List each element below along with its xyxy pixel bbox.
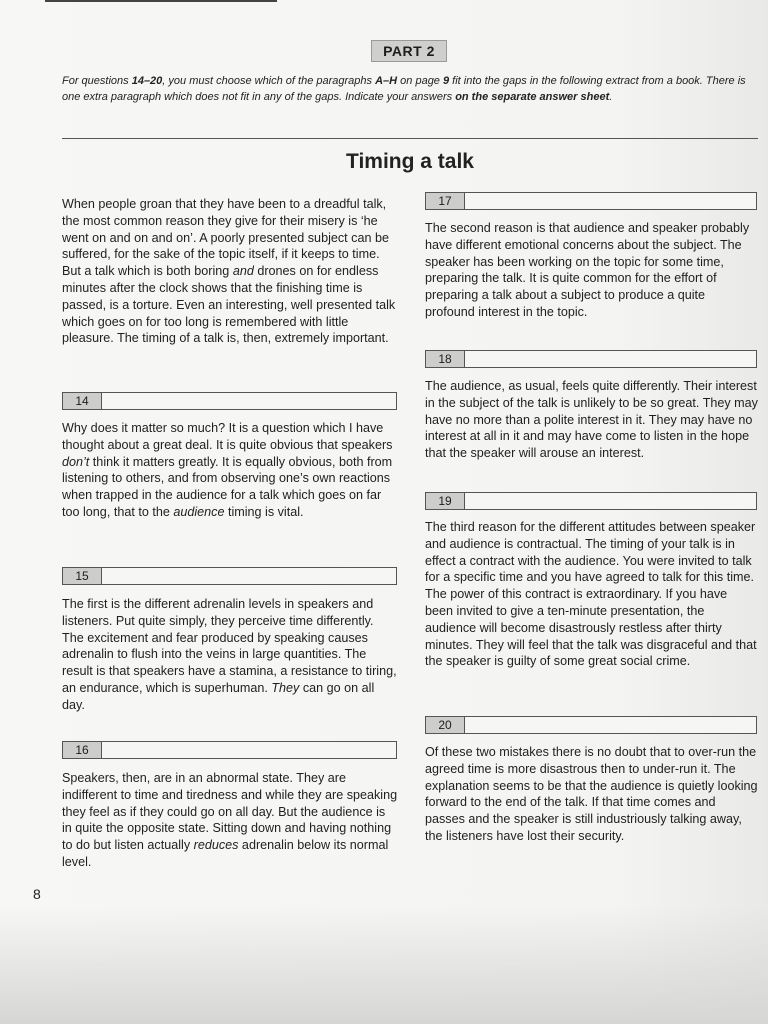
part-label-text: PART 2	[383, 43, 435, 59]
gap-17-box[interactable]	[425, 192, 757, 210]
instr-question-range: 14–20	[131, 75, 163, 87]
para5-text: The second reason is that audience and speaker probably have different emotional concerns about the subject. The speaker has been working on the topic for some time, preparing the talk. It is quite common for the effort of preparing a talk about a subject to produce a quite profound interest in the topic.	[425, 221, 750, 319]
instr-paragraph-range: A–H	[375, 75, 398, 87]
instr-text-3: on page	[397, 75, 443, 87]
instr-text-1: For questions	[62, 75, 132, 87]
para3-text-a: The first is the different adrenalin levels in speakers and listeners. Put quite simply, they perceive time differently. The excitement and fear produced by speaking causes adrenalin to flush into the veins in large quantities. The result is that speakers have a stamina, a resistance to tiring, an endurance, which is superhuman.	[62, 597, 397, 695]
gap-number: 20	[426, 717, 465, 733]
instructions	[62, 73, 762, 105]
gap-16-box[interactable]	[62, 741, 397, 759]
divider	[62, 138, 758, 139]
paragraph-8	[425, 744, 758, 845]
part-label	[371, 40, 447, 62]
gap-14-box[interactable]	[62, 392, 397, 410]
para8-text: Of these two mistakes there is no doubt that to over-run the agreed time is more disastrous then to under-run it. The explanation seems to be that the audience is quietly looking forward to the end of the talk. If that time comes and passes and the speaker is still industriously talking away, the listeners have lost their security.	[425, 745, 758, 843]
para3-emphasis: They	[271, 680, 300, 695]
gap-19-box[interactable]	[425, 492, 757, 510]
paragraph-2	[62, 420, 398, 521]
top-rule	[45, 0, 277, 2]
gap-number: 15	[63, 568, 102, 584]
gap-18-box[interactable]	[425, 350, 757, 368]
paragraph-5	[425, 220, 758, 321]
instr-text-4: fit into the gaps in the following extract from a book. There is one extra paragraph which does not fit in any of the gaps. Indicate your answers	[62, 75, 746, 103]
article-title: Timing a talk	[346, 150, 474, 173]
para4-emphasis: reduces	[193, 838, 239, 853]
instr-text-2: , you must choose which of the paragraphs	[162, 75, 376, 87]
para6-text: The audience, as usual, feels quite differently. Their interest in the subject of the talk is unlikely to be so great. They may have no more than a polite interest in it. They may have no interest at all in it and may have come to listen in the hope that the speaker will arouse an interest.	[425, 379, 758, 461]
para4-text-a: Speakers, then, are in an abnormal state. They are indifferent to time and tiredness and while they are speaking they feel as if they could go on all day. But the audience is in quite the opposite state. Sitting down and having nothing to do but listen actually	[62, 771, 398, 853]
para3-text-b: can go on all day.	[62, 680, 375, 712]
instr-page-ref: 9	[442, 75, 450, 87]
para2-text-a: Why does it matter so much? It is a question which I have thought about a great deal. It is quite obvious that speakers	[62, 421, 393, 452]
para2-emphasis-2: audience	[173, 504, 225, 519]
page-shadow	[0, 905, 768, 1024]
para1-text-b: drones on for endless minutes after the clock shows that the finishing time is passed, is a torture. Even an interesting, well presented talk which goes on for too long is remembered with little pleasure. The timing of a talk is, then, extremely important.	[62, 264, 396, 346]
paragraph-4	[62, 770, 398, 871]
para2-text-b: think it matters greatly. It is equally obvious, both from listening to others, and from observing one’s own reactions when trapped in the audience for a talk which goes on far too long, that to the	[62, 454, 393, 519]
para1-text-a: When people groan that they have been to a dreadful talk, the most common reason they give for their misery is ‘he went on and on and on’. A poorly presented subject can be suffered, for the sake of the topic itself, if it keeps to time. But a talk which is both boring	[62, 197, 389, 279]
page-number: 8	[33, 886, 41, 902]
para1-emphasis: and	[232, 264, 254, 279]
instr-text-5: .	[609, 91, 613, 103]
para4-text-b: adrenalin below its normal level.	[62, 838, 389, 869]
paragraph-7	[425, 519, 758, 670]
para7-text: The third reason for the different attitudes between speaker and audience is contractual. The timing of your talk is in effect a contract with the audience. You were invited to talk for a specific time and you have agreed to talk for this time. The power of this contract is extraordinary. If you have been invited to give a ten-minute presentation, the audience will become disastrously restless after thirty minutes. They will feel that the talk was disgraceful and that the speaker is guilty of some great social crime.	[425, 520, 757, 669]
gap-20-box[interactable]	[425, 716, 757, 734]
para2-emphasis-1: don’t	[62, 454, 90, 469]
gap-15-box[interactable]	[62, 567, 397, 585]
gap-number: 18	[426, 351, 465, 367]
gap-number: 19	[426, 493, 465, 509]
paragraph-3	[62, 596, 398, 714]
para2-text-c: timing is vital.	[224, 504, 304, 519]
gap-number: 16	[63, 742, 102, 758]
gap-number: 17	[426, 193, 465, 209]
paragraph-intro	[62, 196, 398, 347]
instr-answer-sheet: on the separate answer sheet	[455, 91, 610, 103]
paragraph-6	[425, 378, 758, 462]
gap-number: 14	[63, 393, 102, 409]
